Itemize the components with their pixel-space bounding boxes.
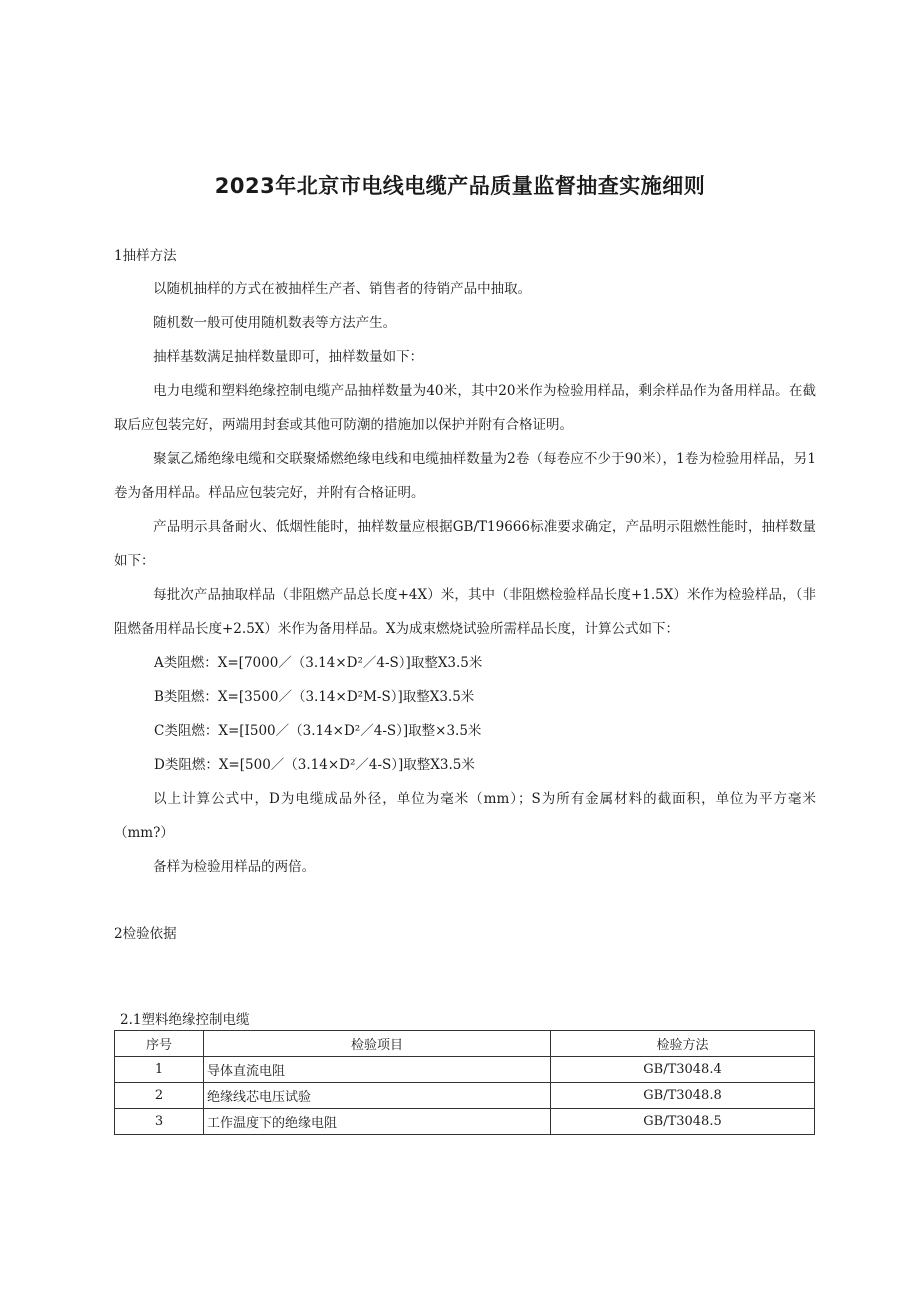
header-method: 检验方法 — [551, 1031, 815, 1057]
section-heading-basis: 2检验依据 — [114, 926, 177, 942]
cell-no: 2 — [115, 1083, 204, 1109]
cell-method: GB/T3048.8 — [551, 1083, 815, 1109]
cell-no: 1 — [115, 1057, 204, 1083]
formula-class-d: D类阻燃：X=[500／（3.14×D²／4-S）]取整X3.5米 — [154, 757, 475, 773]
paragraph: 以上计算公式中，D为电缆成品外径，单位为毫米（mm）；S为所有金属材料的截面积，单位为平方毫米（mm?） — [114, 791, 816, 841]
table-row — [115, 1057, 815, 1083]
cell-item: 绝缘线芯电压试验 — [204, 1083, 551, 1109]
formula-class-b: B类阻燃：X=[3500／（3.14×D²M-S）]取整X3.5米 — [154, 689, 475, 705]
paragraph: 产品明示具备耐火、低烟性能时，抽样数量应根据GB/T19666标准要求确定，产品明示阻燃性能时，抽样数量如下： — [114, 519, 816, 569]
paragraph: 抽样基数满足抽样数量即可，抽样数量如下： — [153, 349, 424, 365]
table-row — [115, 1109, 815, 1135]
cell-method: GB/T3048.5 — [551, 1109, 815, 1135]
paragraph: 每批次产品抽取样品（非阻燃产品总长度+4X）米，其中（非阻燃检验样品长度+1.5X）米作为检验样品，（非阻燃备用样品长度+2.5X）米作为备用样品。X为成束燃烧试验所需样品长度，计算公式如下： — [114, 587, 816, 637]
page-title: 2023年北京市电线电缆产品质量监督抽查实施细则 — [214, 174, 706, 198]
cell-no: 3 — [115, 1109, 204, 1135]
header-no: 序号 — [115, 1031, 204, 1057]
header-item: 检验项目 — [204, 1031, 551, 1057]
table-header-row — [115, 1031, 815, 1057]
cell-item: 工作温度下的绝缘电阻 — [204, 1109, 551, 1135]
paragraph: 以随机抽样的方式在被抽样生产者、销售者的待销产品中抽取。 — [153, 281, 532, 297]
table-row — [115, 1083, 815, 1109]
cell-item: 导体直流电阻 — [204, 1057, 551, 1083]
formula-class-c: C类阻燃：X=[I500／（3.14×D²／4-S）]取整×3.5米 — [154, 723, 482, 739]
formula-class-a: A类阻燃：X=[7000／（3.14×D²／4-S）]取整X3.5米 — [154, 655, 483, 671]
document-body — [114, 240, 816, 950]
paragraph: 备样为检验用样品的两倍。 — [153, 859, 316, 875]
paragraph: 随机数一般可使用随机数表等方法产生。 — [153, 315, 397, 331]
paragraph: 聚氯乙烯绝缘电缆和交联聚烯燃绝缘电线和电缆抽样数量为2卷（每卷应不少于90米），1卷为检验用样品，另1卷为备用样品。样品应包装完好，并附有合格证明。 — [114, 451, 816, 501]
paragraph: 电力电缆和塑料绝缘控制电缆产品抽样数量为40米，其中20米作为检验用样品，剩余样品作为备用样品。在截取后应包装完好，两端用封套或其他可防潮的措施加以保护并附有合格证明。 — [114, 383, 816, 433]
spacer — [114, 884, 816, 918]
inspection-table — [114, 1030, 815, 1135]
cell-method: GB/T3048.4 — [551, 1057, 815, 1083]
section-heading-sampling: 1抽样方法 — [114, 248, 177, 264]
table-caption: 2.1塑料绝缘控制电缆 — [120, 1012, 250, 1028]
